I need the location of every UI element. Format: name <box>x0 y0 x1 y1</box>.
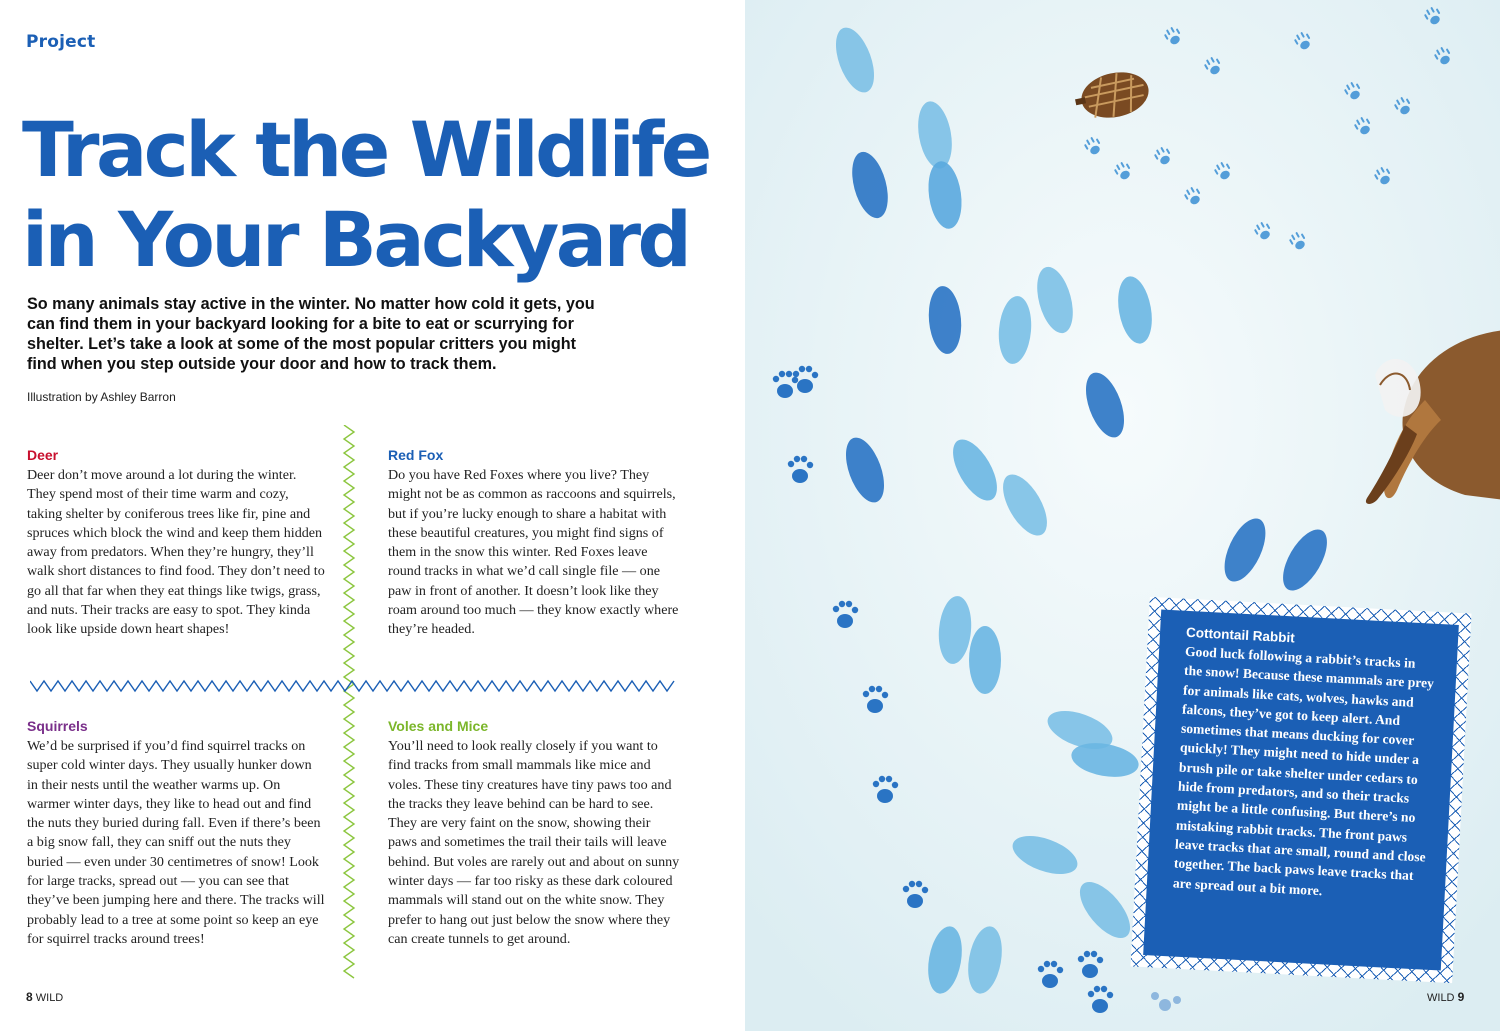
paw-pad <box>867 699 883 713</box>
red-fox-body: Do you have Red Foxes where you live? They might not be as common as raccoons and squirrels, but if you’re lucky enough to share a habitat with these beautiful creatures, you might find signs of them in the snow this winter. Red Foxes leave round tracks in what we’d call single file — one paw in front of another. It doesn’t look like they roam around too much — they know exactly where they’re headed. <box>388 467 679 638</box>
paw-toe <box>801 456 807 462</box>
zigzag-divider-vertical <box>340 425 358 980</box>
left-page-number: 8 <box>26 990 33 1004</box>
paw-pad <box>792 469 808 483</box>
paw-toe <box>1084 951 1090 957</box>
left-folio <box>26 990 63 1004</box>
voles-heading: Voles and Mice <box>388 718 489 734</box>
paw-toe <box>839 601 845 607</box>
left-page <box>0 0 745 1031</box>
deer-heading: Deer <box>27 447 59 463</box>
paw-toe <box>869 686 875 692</box>
paw-toe <box>873 781 879 787</box>
paw-toe <box>1091 951 1097 957</box>
section-voles-mice <box>388 717 680 949</box>
paw-toe <box>903 886 909 892</box>
section-red-fox <box>388 446 680 640</box>
paw-toe <box>1057 967 1063 973</box>
paw-toe <box>1101 986 1107 992</box>
voles-body: You’ll need to look really closely if you want to find tracks from small mammals like mice and voles. These tiny creatures have tiny paws too and the tracks they leave behind can be hard to see. They are very faint on the snow, showing their paws and sometimes the trail their tails will leave behind. But voles are rarely out and about on sunny winter days — far too risky as these dark coloured mammals will stand out on the white snow. They prefer to hang out just below the snow where they can create tunnels to get around. <box>388 738 680 947</box>
paw-toe <box>1044 961 1050 967</box>
paw-pad <box>837 614 853 628</box>
paw-toe <box>1094 986 1100 992</box>
sidebar-body: Good luck following a rabbit’s tracks in the snow! Because these mammals are prey for animals like cats, wolves, hawks and falcons, they’ve got to keep alert. And sometimes that means ducking for cover quickly! They might need to hide under a brush pile or take shelter under cedars to hide from predators, and so their tracks might be a little confusing. But there’s no mistaking rabbit tracks. The front paws leave tracks that are small, round and close together. The back paws leave tracks that are spread out a bit more. <box>1172 643 1435 898</box>
section-deer <box>27 446 325 640</box>
paw-pad <box>797 379 813 393</box>
right-page-number: 9 <box>1457 990 1465 1004</box>
paw-toe <box>1107 992 1113 998</box>
cottontail-rabbit-sidebar <box>1131 597 1472 983</box>
paw-pad <box>1092 999 1108 1013</box>
paw-toe <box>1051 961 1057 967</box>
paw-pad <box>877 789 893 803</box>
paw-toe <box>1097 957 1103 963</box>
title-line-2: in Your Backyard <box>22 195 689 284</box>
zigzag-divider-horizontal <box>30 678 675 694</box>
rabbit-track-icon <box>969 626 1001 694</box>
paw-pad <box>777 384 793 398</box>
paw-toe <box>793 371 799 377</box>
paw-toe <box>916 881 922 887</box>
paw-toe <box>799 366 805 372</box>
paw-toe <box>786 371 792 377</box>
paw-toe <box>794 456 800 462</box>
paw-toe <box>788 461 794 467</box>
paw-toe <box>1038 966 1044 972</box>
paw-toe <box>852 607 858 613</box>
paw-toe <box>812 372 818 378</box>
deer-body: Deer don’t move around a lot during the winter. They spend most of their time warm and cozy, taking shelter by coniferous trees like fir, pine and spruces which block the wind and keep them hidden away from predators. When they’re hungry, they’ll walk short distances to find food. They don’t need to go all that far when they eat things like twigs, grass, and nuts. Their tracks are easy to spot. They kinda look like upside down heart shapes! <box>27 467 325 638</box>
paw-pad <box>1082 964 1098 978</box>
paw-toe <box>1078 956 1084 962</box>
paw-toe <box>773 376 779 382</box>
section-label: Project <box>26 32 96 52</box>
paw-toe <box>846 601 852 607</box>
squirrels-heading: Squirrels <box>27 718 88 734</box>
right-magazine-name: WILD <box>1427 992 1455 1004</box>
sidebar-heading: Cottontail Rabbit <box>1185 624 1296 646</box>
sidebar-panel <box>1143 609 1459 970</box>
paw-toe <box>886 776 892 782</box>
paw-toe <box>882 692 888 698</box>
article-intro: So many animals stay active in the winter. No matter how cold it gets, you can find them in your backyard looking for a bite to eat or scurrying for shelter. Let’s take a look at some of the most popular critters you might find when you step outside your door and how to track them. <box>27 295 595 373</box>
paw-toe <box>779 371 785 377</box>
paw-toe <box>863 691 869 697</box>
left-magazine-name: WILD <box>35 992 64 1004</box>
paw-toe <box>909 881 915 887</box>
paw-toe <box>806 366 812 372</box>
squirrels-body: We’d be surprised if you’d find squirrel tracks on super cold winter days. They usually hunker down in their nests until the weather warms up. On warmer winter days, they like to head out and find the nuts they buried during fall. Even if there’s been a big snow fall, they can sniff out the nuts they buried — even under 30 centimetres of snow! Look for large tracks, spread out — you can see that they’ve been jumping here and there. The tracks will probably lead to a tree at some point so keep an eye for squirrel tracks around trees! <box>27 738 325 947</box>
paw-toe <box>892 782 898 788</box>
article-title <box>22 105 742 285</box>
paw-toe <box>807 462 813 468</box>
title-line-1: Track the Wildlife <box>22 105 709 194</box>
section-squirrels <box>27 717 325 949</box>
paw-toe <box>879 776 885 782</box>
paw-pad <box>1042 974 1058 988</box>
right-folio <box>1427 990 1464 1004</box>
paw-pad <box>907 894 923 908</box>
zigzag-vertical-line <box>344 425 354 978</box>
paw-toe <box>792 377 798 383</box>
zigzag-horizontal-line <box>30 681 674 691</box>
paw-toe <box>922 887 928 893</box>
paw-toe <box>876 686 882 692</box>
paw-toe <box>1088 991 1094 997</box>
illustration-credit: Illustration by Ashley Barron <box>27 390 176 404</box>
paw-toe <box>833 606 839 612</box>
red-fox-heading: Red Fox <box>388 447 444 463</box>
